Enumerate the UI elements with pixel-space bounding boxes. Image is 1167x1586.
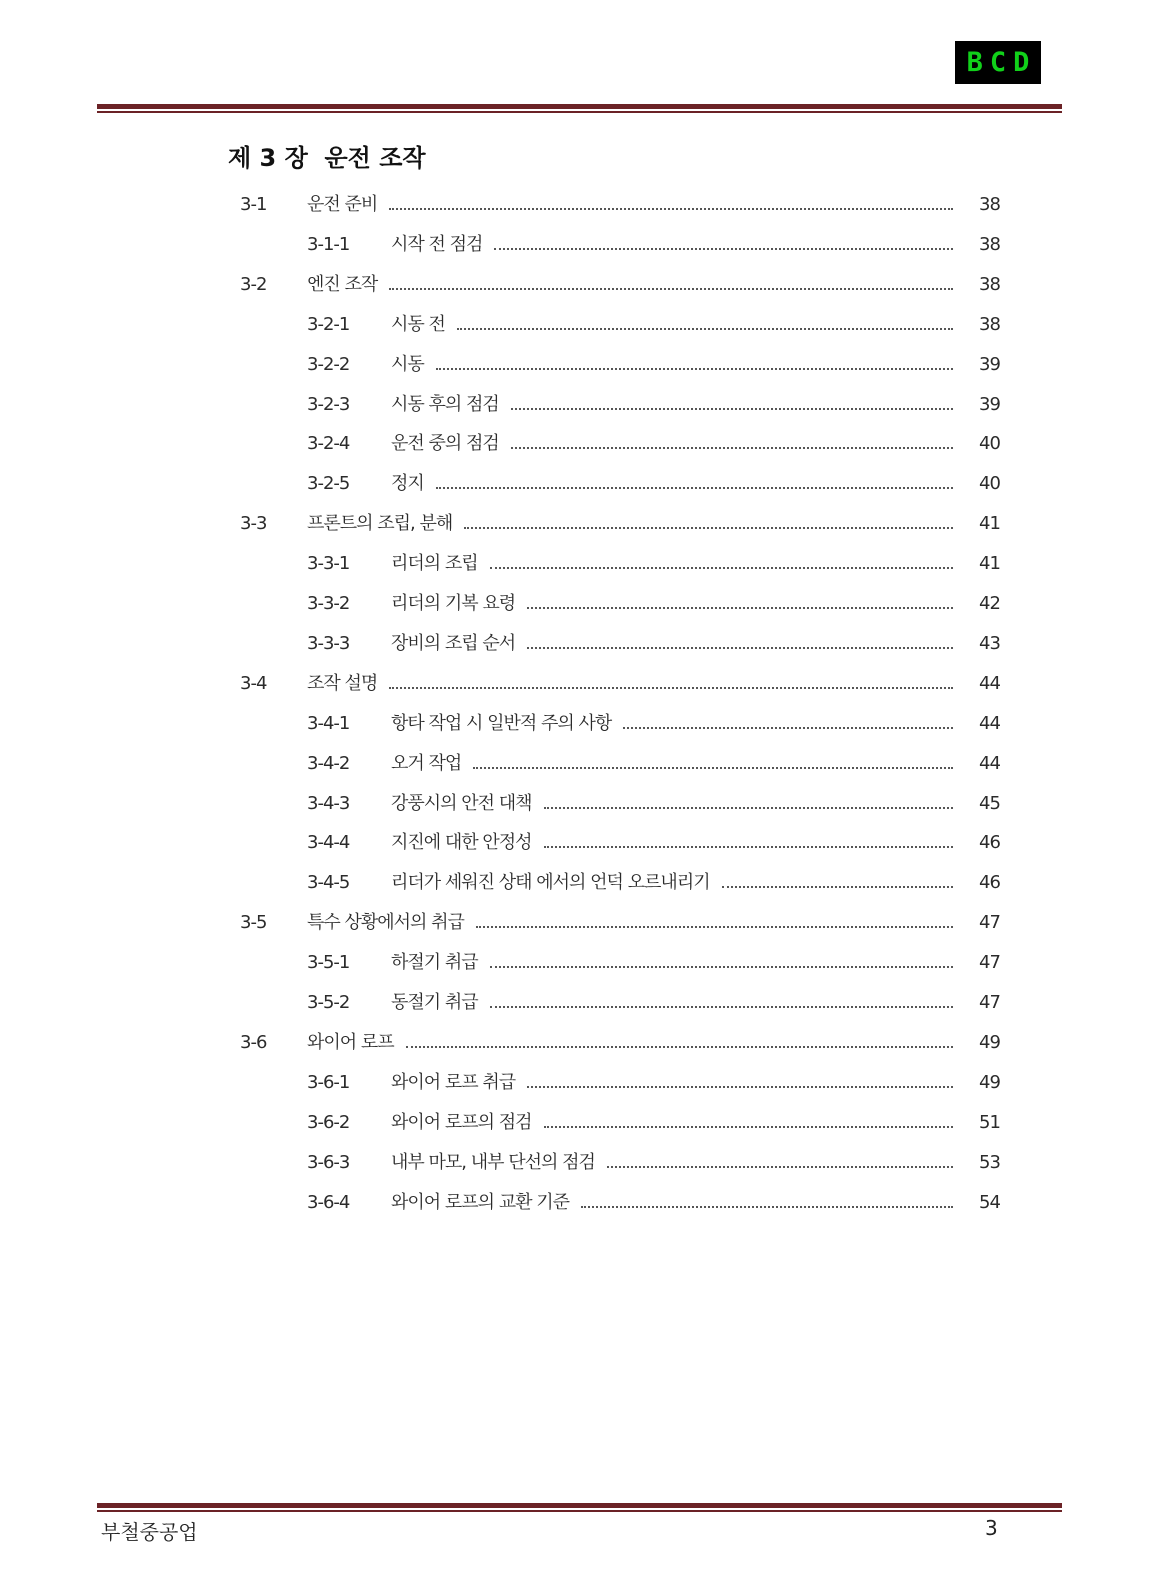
toc-leader-dots xyxy=(476,926,953,928)
toc-entry-number: 3-2-4 xyxy=(307,433,350,455)
toc-entry-number: 3-3-3 xyxy=(307,632,350,654)
toc-entry-number: 3-2 xyxy=(240,273,267,295)
toc-entry[interactable] xyxy=(307,430,1005,458)
toc-entry-title: 정지 xyxy=(391,473,424,495)
logo-letter-c: C xyxy=(989,47,1014,78)
toc-leader-dots xyxy=(607,1166,953,1168)
toc-entry-page: 47 xyxy=(979,952,1000,974)
toc-entry[interactable] xyxy=(240,510,1005,538)
toc-entry-page: 38 xyxy=(979,194,1000,215)
toc-entry-title: 시작 전 점검 xyxy=(391,233,483,255)
toc-entry-title: 오거 작업 xyxy=(391,752,462,774)
toc-entry-number: 3-4 xyxy=(240,672,267,694)
toc-entry-title: 운전 중의 점검 xyxy=(391,433,499,455)
footer-page-number: 3 xyxy=(985,1516,998,1540)
toc-entry-title: 동절기 취급 xyxy=(391,992,478,1013)
toc-entry-number: 3-5-1 xyxy=(307,952,350,974)
toc-entry-number: 3-4-2 xyxy=(307,752,350,774)
toc-entry[interactable] xyxy=(307,710,1005,738)
toc-entry-page: 42 xyxy=(979,593,1000,614)
toc-entry-page: 39 xyxy=(979,353,1000,375)
toc-entry-page: 49 xyxy=(979,1031,1000,1053)
toc-entry-page: 47 xyxy=(979,912,1000,934)
toc-entry[interactable] xyxy=(307,1189,1005,1217)
toc-entry-title: 특수 상황에서의 취급 xyxy=(307,912,464,934)
toc-leader-dots xyxy=(511,408,953,410)
toc-leader-dots xyxy=(436,368,953,370)
toc-entry-title: 하절기 취급 xyxy=(391,952,478,974)
toc-entry-number: 3-2-1 xyxy=(307,313,350,335)
toc-entry-number: 3-3 xyxy=(240,513,267,535)
toc-entry[interactable] xyxy=(307,231,1005,259)
toc-entry-title: 와이어 로프 취급 xyxy=(391,1071,516,1093)
toc-leader-dots xyxy=(527,607,953,609)
toc-entry-page: 41 xyxy=(979,513,1000,535)
toc-entry-number: 3-2-2 xyxy=(307,353,350,375)
toc-leader-dots xyxy=(473,767,953,769)
toc-entry-page: 53 xyxy=(979,1151,1000,1173)
toc-entry-title: 시동 xyxy=(391,353,424,375)
toc-leader-dots xyxy=(623,727,953,729)
toc-entry-number: 3-5-2 xyxy=(307,992,350,1013)
toc-entry-number: 3-3-1 xyxy=(307,553,350,575)
toc-leader-dots xyxy=(544,846,953,848)
toc-entry-title: 와이어 로프의 점검 xyxy=(391,1111,532,1133)
toc-entry[interactable] xyxy=(307,351,1005,379)
toc-entry[interactable] xyxy=(307,949,1005,977)
toc-entry-page: 38 xyxy=(979,313,1000,335)
toc-leader-dots xyxy=(544,1126,953,1128)
toc-entry-number: 3-6 xyxy=(240,1031,267,1053)
toc-entry-page: 51 xyxy=(979,1111,1000,1133)
footer-company: 부철중공업 xyxy=(101,1520,198,1544)
footer-rule xyxy=(97,1503,1062,1512)
toc-entry-title: 강풍시의 안전 대책 xyxy=(391,792,532,814)
toc-leader-dots xyxy=(722,886,953,888)
toc-entry-page: 49 xyxy=(979,1071,1000,1093)
toc-leader-dots xyxy=(436,487,953,489)
toc-leader-dots xyxy=(490,567,953,569)
toc-entry-page: 39 xyxy=(979,393,1000,415)
toc-leader-dots xyxy=(490,1006,953,1008)
toc-entry[interactable] xyxy=(307,1109,1005,1137)
header-rule xyxy=(97,104,1062,113)
toc-leader-dots xyxy=(389,288,953,290)
toc-entry-page: 40 xyxy=(979,473,1000,495)
toc-entry-page: 40 xyxy=(979,433,1000,455)
toc-entry[interactable] xyxy=(307,391,1005,419)
toc-leader-dots xyxy=(544,807,953,809)
toc-entry-number: 3-3-2 xyxy=(307,593,350,614)
toc-entry-number: 3-1-1 xyxy=(307,233,350,255)
toc-entry-title: 와이어 로프 xyxy=(307,1031,394,1053)
toc-entry[interactable] xyxy=(240,909,1005,937)
toc-entry-page: 43 xyxy=(979,632,1000,654)
toc-entry-title: 지진에 대한 안정성 xyxy=(391,832,532,854)
toc-entry[interactable] xyxy=(240,191,1005,219)
toc-leader-dots xyxy=(527,647,953,649)
toc-entry-page: 44 xyxy=(979,672,1000,694)
toc-entry-number: 3-2-3 xyxy=(307,393,350,415)
toc-entry-title: 내부 마모, 내부 단선의 점검 xyxy=(391,1151,595,1173)
toc-entry-number: 3-5 xyxy=(240,912,267,934)
toc-leader-dots xyxy=(511,447,953,449)
toc-leader-dots xyxy=(581,1206,953,1208)
toc-entry-title: 항타 작업 시 일반적 주의 사항 xyxy=(391,712,612,734)
toc-leader-dots xyxy=(389,687,953,689)
toc-entry[interactable] xyxy=(307,1069,1005,1097)
chapter-title: 제 3 장 운전 조작 xyxy=(228,144,426,172)
toc-entry-number: 3-1 xyxy=(240,194,267,215)
toc-entry-number: 3-4-3 xyxy=(307,792,350,814)
toc-entry-number: 3-6-2 xyxy=(307,1111,350,1133)
toc-entry-title: 리더의 기복 요령 xyxy=(391,593,516,614)
toc-leader-dots xyxy=(494,248,953,250)
toc-entry-title: 프론트의 조립, 분해 xyxy=(307,513,453,535)
toc-entry[interactable] xyxy=(307,311,1005,339)
toc-entry[interactable] xyxy=(307,869,1005,897)
toc-entry[interactable] xyxy=(307,829,1005,857)
toc-entry[interactable] xyxy=(240,271,1005,299)
toc-entry-title: 장비의 조립 순서 xyxy=(391,632,516,654)
toc-entry-number: 3-4-1 xyxy=(307,712,350,734)
toc-entry-title: 엔진 조작 xyxy=(307,273,378,295)
toc-entry-title: 와이어 로프의 교환 기준 xyxy=(391,1191,570,1213)
toc-leader-dots xyxy=(389,208,953,210)
toc-entry[interactable] xyxy=(307,790,1005,818)
toc-entry-title: 리더가 세워진 상태 에서의 언덕 오르내리기 xyxy=(391,872,710,894)
toc-entry[interactable] xyxy=(307,470,1005,498)
toc-entry-title: 운전 준비 xyxy=(307,194,378,215)
toc-entry[interactable] xyxy=(307,550,1005,578)
toc-entry-page: 44 xyxy=(979,712,1000,734)
toc-entry-number: 3-6-4 xyxy=(307,1191,350,1213)
toc-entry-title: 리더의 조립 xyxy=(391,553,478,575)
toc-entry-title: 조작 설명 xyxy=(307,672,378,694)
toc-entry-title: 시동 후의 점검 xyxy=(391,393,499,415)
toc-entry-number: 3-6-3 xyxy=(307,1151,350,1173)
toc-entry-page: 46 xyxy=(979,872,1000,894)
toc-entry[interactable] xyxy=(307,630,1005,658)
logo xyxy=(955,41,1041,84)
toc-entry-page: 46 xyxy=(979,832,1000,854)
logo-letter-b: B xyxy=(966,47,990,78)
toc-entry-page: 47 xyxy=(979,992,1000,1013)
toc-entry-page: 45 xyxy=(979,792,1000,814)
toc-entry-page: 54 xyxy=(979,1191,1000,1213)
toc-entry[interactable] xyxy=(240,1029,1005,1057)
toc-entry[interactable] xyxy=(307,750,1005,778)
toc-entry-page: 38 xyxy=(979,233,1000,255)
toc-leader-dots xyxy=(406,1046,953,1048)
toc-entry-number: 3-4-4 xyxy=(307,832,350,854)
toc-entry-number: 3-6-1 xyxy=(307,1071,350,1093)
toc-entry-number: 3-4-5 xyxy=(307,872,350,894)
toc-entry-title: 시동 전 xyxy=(391,313,445,335)
toc-leader-dots xyxy=(490,966,953,968)
toc-entry-number: 3-2-5 xyxy=(307,473,350,495)
toc-leader-dots xyxy=(457,328,953,330)
toc-entry-page: 38 xyxy=(979,273,1000,295)
logo-letter-d: D xyxy=(1013,47,1037,78)
toc-entry-page: 41 xyxy=(979,553,1000,575)
toc-entry-page: 44 xyxy=(979,752,1000,774)
toc-leader-dots xyxy=(464,527,953,529)
toc-entry[interactable] xyxy=(307,989,1005,1017)
toc-entry[interactable] xyxy=(240,670,1005,698)
toc-entry[interactable] xyxy=(307,590,1005,618)
toc-leader-dots xyxy=(527,1086,953,1088)
toc-entry[interactable] xyxy=(307,1149,1005,1177)
